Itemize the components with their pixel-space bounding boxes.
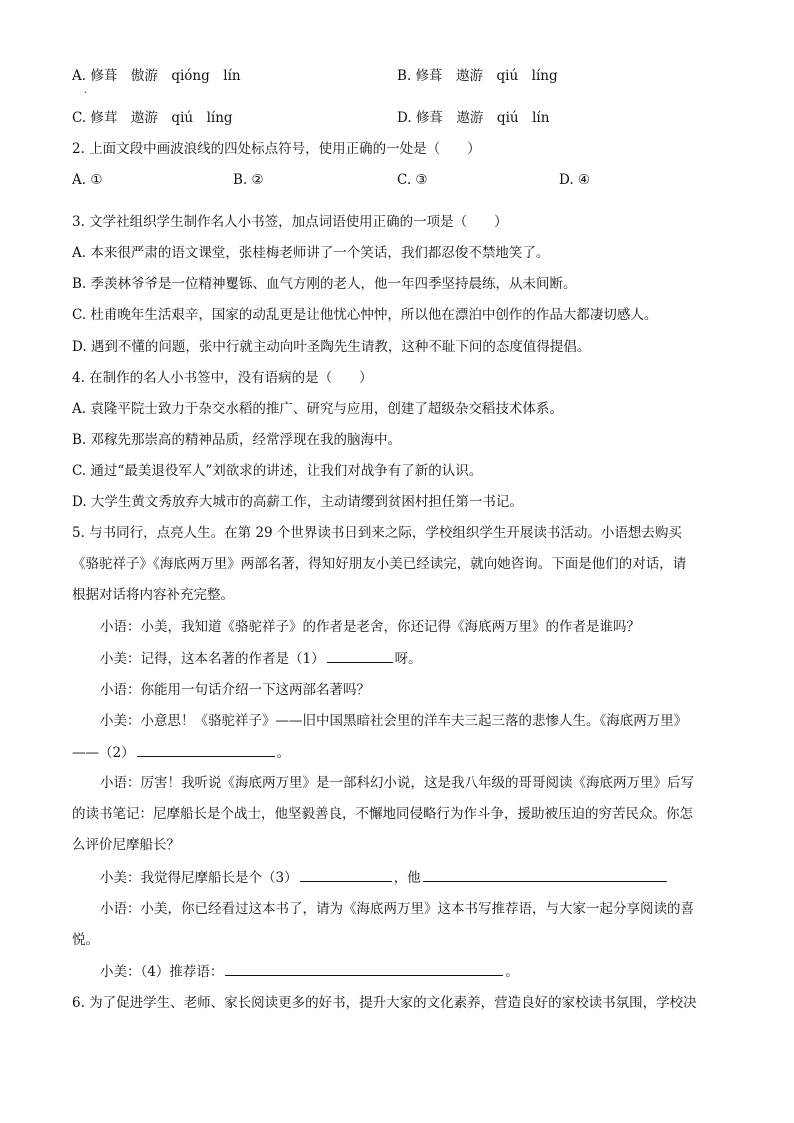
q2-option-a: A. ①	[72, 172, 103, 188]
q3-option-d: D. 遇到不懂的问题，张中行就主动向叶圣陶先生请教，这种不耻下问的态度值得提倡。	[72, 339, 591, 355]
dialogue-line-4-cont	[72, 742, 290, 763]
dialogue-line-5-cont: 的读书笔记：尼摩船长是个战士，他坚毅善良，不懈地同侵略行为作斗争，援助被压迫的穷苦民众。你怎	[72, 806, 693, 822]
dialogue-line-7-cont: 悦。	[72, 932, 99, 948]
dialogue-line-7: 小语：小美，你已经看过这本书了，请为《海底两万里》这本书写推荐语，与大家一起分享阅读的喜	[100, 901, 694, 917]
dialogue-line-5-end: 么评价尼摩船长？	[72, 837, 180, 853]
dialogue-line-8	[100, 961, 519, 982]
answer-blank-3b[interactable]	[423, 867, 667, 882]
q5-intro-line-3: 根据对话将内容补充完整。	[72, 587, 234, 603]
q2-option-b: B. ②	[233, 172, 264, 188]
dialogue-line-4-end: 。	[276, 745, 291, 761]
q4-option-d: D. 大学生黄文秀放弃大城市的高薪工作，主动请缨到贫困村担任第一书记。	[72, 494, 523, 510]
dialogue-line-8-text: 小美：（4）推荐语：	[100, 964, 224, 980]
emphasis-dot: .	[84, 85, 88, 96]
q3-option-c: C. 杜甫晚年生活艰辛，国家的动乱更是让他忧心忡忡，所以他在漂泊中创作的作品大都凄切感人。	[72, 307, 658, 323]
dialogue-line-2-text: 小美：记得，这本名著的作者是（1）	[100, 651, 325, 667]
q1-option-d: D. 修葺 遨游 qiú lín	[397, 110, 550, 126]
dialogue-line-6	[100, 867, 669, 888]
answer-blank-3[interactable]	[300, 867, 392, 882]
q3-option-b: B. 季羡林爷爷是一位精神矍铄、血气方刚的老人，他一年四季坚持晨练，从未间断。	[72, 276, 577, 292]
dialogue-line-6-text: 小美：我觉得尼摩船长是个（3）	[100, 870, 298, 886]
q4-option-b: B. 邓稼先那崇高的精神品质，经常浮现在我的脑海中。	[72, 432, 402, 448]
dialogue-line-3: 小语：你能用一句话介绍一下这两部名著吗？	[100, 682, 370, 698]
answer-blank-4[interactable]	[225, 961, 503, 976]
dialogue-line-4-prefix: ——（2）	[72, 745, 135, 761]
q2-option-c: C. ③	[397, 172, 428, 188]
dialogue-line-1: 小语：小美，我知道《骆驼祥子》的作者是老舍，你还记得《海底两万里》的作者是谁吗？	[100, 619, 640, 635]
answer-blank-2[interactable]	[137, 742, 275, 757]
q5-intro-line-1: 5. 与书同行，点亮人生。在第 29 个世界读书日到来之际，学校组织学生开展读书活动。小语想去购买	[72, 525, 682, 541]
q3-stem: 3. 文学社组织学生制作名人小书签，加点词语使用正确的一项是（ ）	[72, 214, 508, 230]
q4-stem: 4. 在制作的名人小书签中，没有语病的是（ ）	[72, 370, 373, 386]
q2-stem: 2. 上面文段中画波浪线的四处标点符号，使用正确的一处是（ ）	[72, 141, 481, 157]
q2-option-d: D. ④	[559, 172, 591, 188]
q4-option-c: C. 通过“最美退役军人”刘欲求的讲述，让我们对战争有了新的认识。	[72, 463, 483, 479]
answer-blank-1[interactable]	[327, 648, 393, 663]
q6-stem: 6. 为了促进学生、老师、家长阅读更多的好书，提升大家的文化素养，营造良好的家校读书氛围，学校决	[72, 995, 697, 1011]
dialogue-line-6-mid: ，他	[393, 870, 421, 886]
q1-option-b: B. 修葺 遨游 qiú líng	[397, 68, 558, 84]
q4-option-a: A. 袁隆平院士致力于杂交水稻的推广、研究与应用，创建了超级杂交稻技术体系。	[72, 401, 563, 417]
q5-intro-line-2: 《骆驼祥子》《海底两万里》两部名著，得知好朋友小美已经读完，就向她咨询。下面是他们的对话，请	[72, 556, 687, 572]
dialogue-line-2-end: 呀。	[394, 651, 422, 667]
q3-option-a: A. 本来很严肃的语文课堂，张桂梅老师讲了一个笑话，我们都忍俊不禁地笑了。	[72, 245, 550, 261]
q1-option-a: A. 修葺 傲游 qióng lín	[72, 68, 241, 84]
dialogue-line-4: 小美：小意思！《骆驼祥子》——旧中国黑暗社会里的洋车夫三起三落的悲惨人生。《海底两万里》	[100, 713, 688, 729]
dialogue-line-5: 小语：厉害！我听说《海底两万里》是一部科幻小说，这是我八年级的哥哥阅读《海底两万里》后写	[100, 775, 694, 791]
q1-option-c: C. 修茸 遨游 qiú líng	[72, 110, 233, 126]
dialogue-line-2	[100, 648, 422, 669]
dialogue-line-8-end: 。	[505, 964, 519, 980]
